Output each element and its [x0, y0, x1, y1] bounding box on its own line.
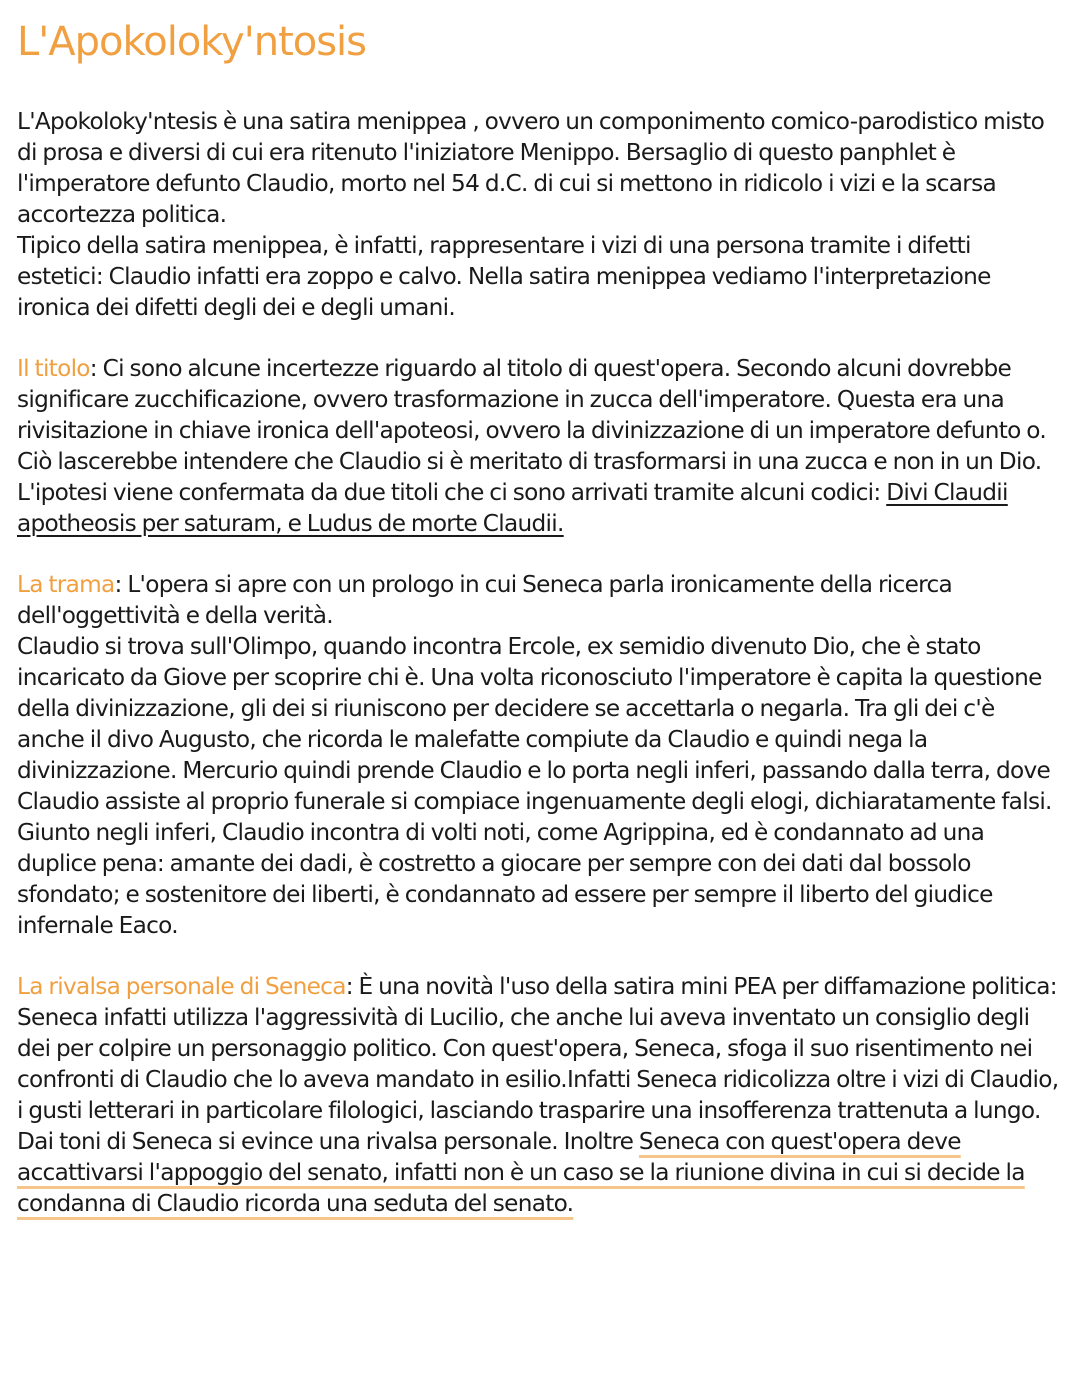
titolo-paragraph — [17, 353, 1062, 539]
intro-paragraph — [17, 106, 1062, 323]
titolo-underlined-titles: Divi Claudii apotheosis per saturam, e Ludus de morte Claudii. — [17, 479, 1008, 537]
rivalsa-heading: La rivalsa personale di Seneca — [17, 973, 346, 1000]
titolo-heading: Il titolo — [17, 355, 90, 382]
rivalsa-highlighted-text: Seneca con quest'opera deve accattivarsi l'appoggio del senato, infatti non è un caso se la riunione divina in cui si decide la condanna di Claudio ricorda una seduta del senato. — [17, 1128, 1025, 1217]
trama-text-2: Claudio si trova sull'Olimpo, quando incontra Ercole, ex semidio divenuto Dio, che è stato incaricato da Giove per scoprire chi è. Una volta riconosciuto l'imperatore è capita la questione della divinizzazione, gli dei si riuniscono per decidere se accettarla o negarla. Tra gli dei c'è anche il divo Augusto, che ricorda le malefatte compiute da Claudio e quindi nega la divinizzazione. Mercurio quindi prende Claudio e lo porta negli inferi, passando dalla terra, dove Claudio assiste al proprio funerale si compiace ingenuamente degli elogi, dichiaratamente falsi. — [17, 633, 1052, 815]
rivalsa-text: : È una novità l'uso della satira mini PEA per diffamazione politica: Seneca infatti utilizza l'aggressività di Lucilio, che anche lui aveva inventato un consiglio degli dei per colpire un personaggio politico. Con quest'opera, Seneca, sfoga il suo risentimento nei confronti di Claudio che lo aveva mandato in esilio.Infatti Seneca ridicolizza oltre i vizi di Claudio, i gusti letterari in particolare filologici, lasciando trasparire una insofferenza trattenuta a lungo. Dai toni di Seneca si evince una rivalsa personale. Inoltre — [17, 973, 1059, 1155]
intro-text-2: Tipico della satira menippea, è infatti, rappresentare i vizi di una persona tramite i difetti estetici: Claudio infatti era zoppo e calvo. Nella satira menippea vediamo l'interpretazione ironica dei difetti degli dei e degli umani. — [17, 232, 991, 321]
intro-text: L'Apokoloky'ntesis è una satira menippea , ovvero un componimento comico-parodistico misto di prosa e diversi di cui era ritenuto l'iniziatore Menippo. Bersaglio di questo panphlet è l'imperatore defunto Claudio, morto nel 54 d.C. di cui si mettono in ridicolo i vizi e la scarsa accortezza politica. — [17, 108, 1045, 228]
page-title: L'Apokoloky'ntosis — [17, 19, 367, 65]
trama-heading: La trama — [17, 571, 115, 598]
titolo-text: : Ci sono alcune incertezze riguardo al titolo di quest'opera. Secondo alcuni dovrebbe significare zucchificazione, ovvero trasformazione in zucca dell'imperatore. Questa era una rivisitazione in chiave ironica dell'apoteosi, ovvero la divinizzazione di un imperatore defunto o. Ciò lascerebbe intendere che Claudio si è meritato di trasformarsi in una zucca e non in un Dio. L'ipotesi viene confermata da due titoli che ci sono arrivati tramite alcuni codici: — [17, 355, 1047, 506]
trama-text-1: : L'opera si apre con un prologo in cui Seneca parla ironicamente della ricerca dell'oggettività e della verità. — [17, 571, 953, 629]
rivalsa-paragraph — [17, 971, 1062, 1219]
document-page — [17, 18, 1062, 1249]
trama-text-3: Giunto negli inferi, Claudio incontra di volti noti, come Agrippina, ed è condannato ad una duplice pena: amante dei dadi, è costretto a giocare per sempre con dei dati dal bossolo sfondato; e sostenitore dei liberti, è condannato ad essere per sempre il liberto del giudice infernale Eaco. — [17, 819, 993, 939]
trama-paragraph — [17, 569, 1062, 941]
